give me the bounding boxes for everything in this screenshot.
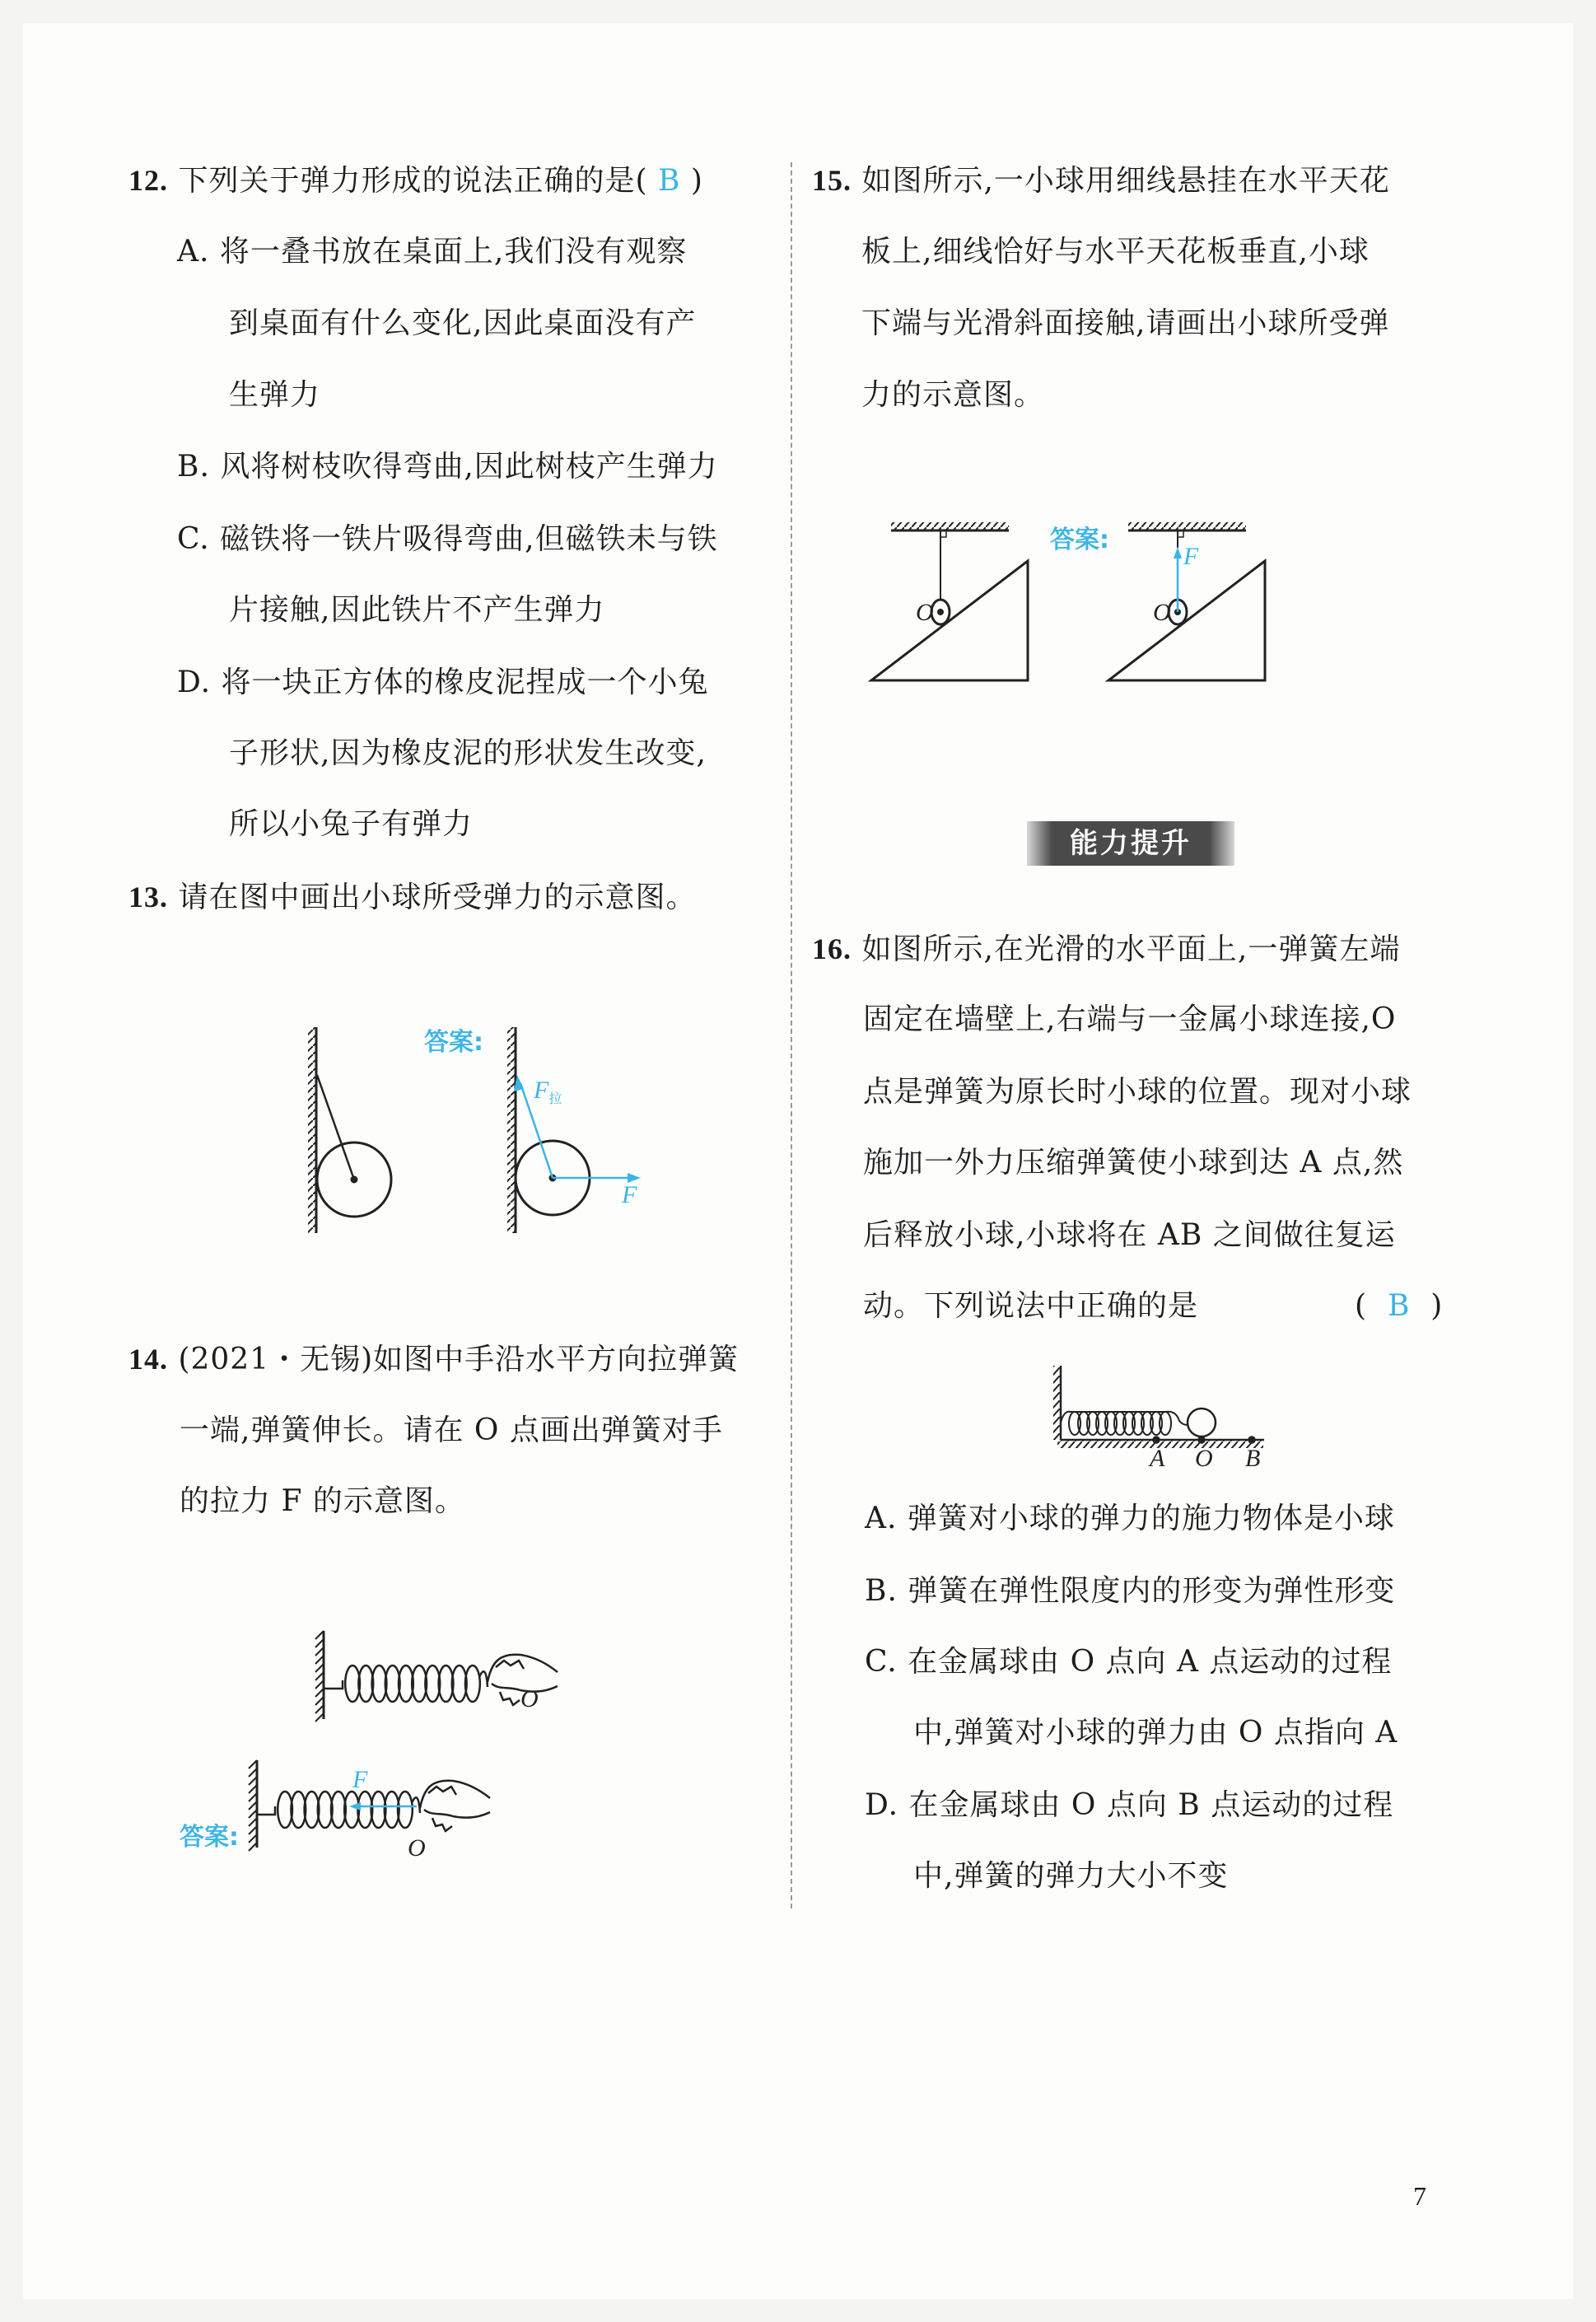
q16-point-a: A [1150,1445,1165,1472]
q13-force-pull-label: $F_拉$ [534,1077,562,1106]
q16-option-c: 中,弹簧对小球的弹力由 O 点指向 A [913,1716,1398,1750]
q15-point-o: O [916,599,934,626]
q13-force-label: F [622,1181,637,1208]
q12-option-d: 子形状,因为橡皮泥的形状发生改变, [229,736,707,770]
q12-option-b: B. 风将树枝吹得弯曲,因此树枝产生弹力 [177,450,718,484]
q15-stem-line: 下端与光滑斜面接触,请画出小球所受弹 [861,306,1390,340]
q14-answer-point-o: O [408,1834,426,1862]
q16-answer: ( B ) [1355,1289,1444,1323]
q15-stem: 15. 如图所示,一小球用细线悬挂在水平天花 [812,164,1390,198]
q16-option-d: 中,弹簧的弹力大小不变 [913,1859,1229,1893]
q13-answer-label: 答案: [424,1028,483,1057]
page-number: 7 [1413,2181,1426,2211]
q16-point-o: O [1195,1445,1213,1472]
q15-answer-label: 答案: [1050,526,1109,554]
q16-option-b: B. 弹簧在弹性限度内的形变为弹性形变 [865,1574,1396,1608]
q12-option-d: D. 将一块正方体的橡皮泥捏成一个小兔 [177,666,709,699]
q12-option-a: A. 将一叠书放在桌面上,我们没有观察 [177,235,688,269]
q16-stem-line: 固定在墙壁上,右端与一金属小球连接,O [863,1002,1397,1036]
q12-option-c: C. 磁铁将一铁片吸得弯曲,但磁铁未与铁 [177,522,718,556]
q15-stem-line: 板上,细线恰好与水平天花板垂直,小球 [861,235,1370,269]
q12-option-c: 片接触,因此铁片不产生弹力 [229,593,605,627]
q14-stem-line: 一端,弹簧伸长。请在 O 点画出弹簧对手 [180,1413,723,1447]
q12-option-a: 到桌面有什么变化,因此桌面没有产 [229,306,697,340]
q16-point-b: B [1245,1445,1261,1472]
q16-stem-line: 动。下列说法中正确的是 [863,1289,1199,1323]
q12-option-d: 所以小兔子有弹力 [229,807,474,841]
q15-stem-line: 力的示意图。 [861,378,1045,412]
q15-force-label: F [1183,543,1199,570]
q15-answer-point-o: O [1153,599,1171,626]
section-badge: 能力提升 [1027,821,1234,866]
q12-stem: 12. 下列关于弹力形成的说法正确的是( B ) [128,164,703,198]
q14-stem: 14. (2021・无锡)如图中手沿水平方向拉弹簧 [128,1343,740,1376]
q16-option-a: A. 弹簧对小球的弹力的施力物体是小球 [865,1502,1395,1535]
q16-stem-line: 点是弹簧为原长时小球的位置。现对小球 [863,1075,1412,1109]
q14-force-label: F [352,1766,368,1793]
q16-option-c: C. 在金属球由 O 点向 A 点运动的过程 [865,1645,1393,1679]
q16-stem-line: 后释放小球,小球将在 AB 之间做往复运 [863,1218,1396,1252]
q14-stem-line: 的拉力 F 的示意图。 [180,1484,465,1518]
q14-point-o: O [520,1685,539,1712]
q16-option-d: D. 在金属球由 O 点向 B 点运动的过程 [865,1788,1394,1822]
q12-option-a: 生弹力 [229,378,321,412]
q16-stem: 16. 如图所示,在光滑的水平面上,一弹簧左端 [812,932,1401,966]
q12-answer: B [657,164,681,198]
q16-stem-line: 施加一外力压缩弹簧使小球到达 A 点,然 [863,1146,1404,1180]
q14-answer-label: 答案: [180,1823,239,1852]
q13-stem: 13. 请在图中画出小球所受弹力的示意图。 [128,881,697,914]
